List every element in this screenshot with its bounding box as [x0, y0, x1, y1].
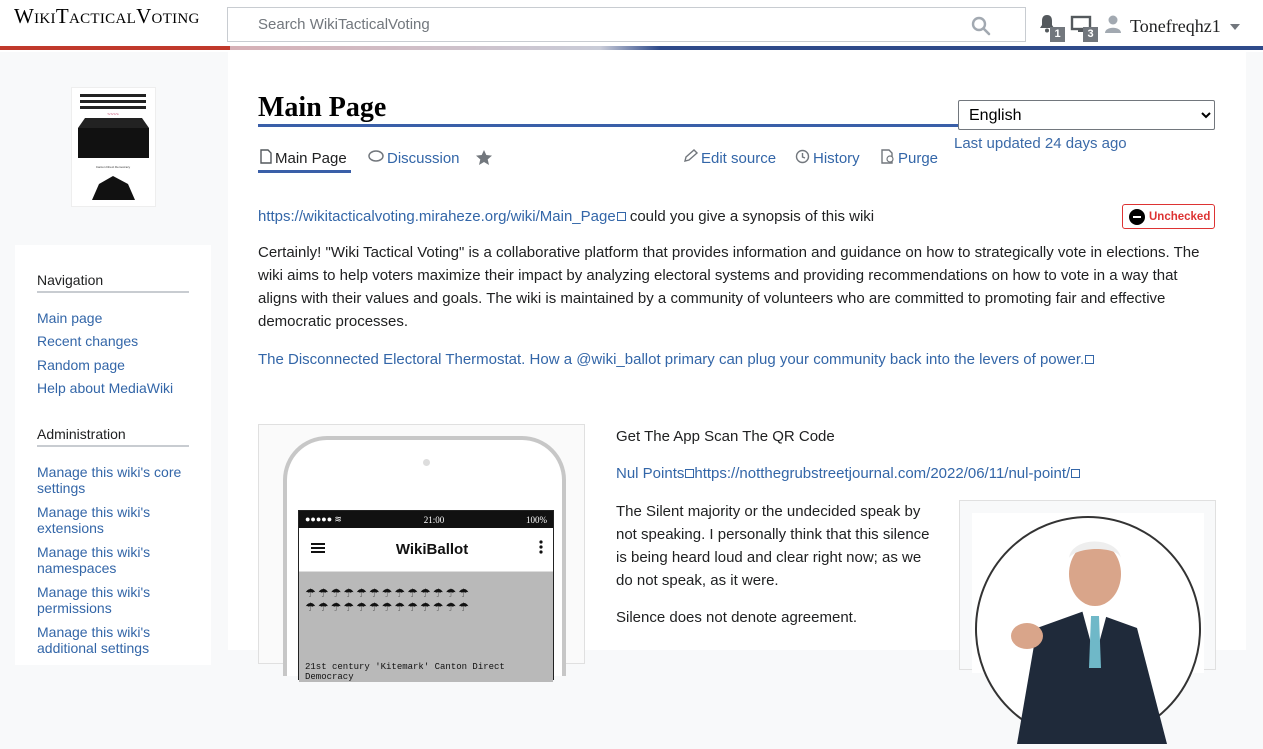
nul-points-paragraph	[616, 462, 1136, 485]
tab-discussion[interactable]	[368, 149, 460, 167]
intro-question: could you give a synopsis of this wiki	[629, 208, 875, 225]
no-entry-icon	[1129, 209, 1145, 225]
phone-battery: 100%	[526, 514, 547, 525]
tab-history[interactable]	[795, 149, 860, 168]
phone-time: 21:00	[423, 514, 445, 525]
phone-status-bar	[299, 511, 553, 528]
svg-text:~~~~: ~~~~	[107, 112, 119, 118]
more-options-icon	[539, 540, 543, 559]
sidebar-item-permissions[interactable]: Manage this wiki's permissions	[37, 584, 151, 616]
wiki-logo-image[interactable]	[71, 87, 156, 207]
sidebar-item-namespaces[interactable]: Manage this wiki's namespaces	[37, 544, 151, 576]
signal-icon: ●●●●● ≋	[305, 514, 342, 524]
portrait-thumbnail[interactable]	[959, 500, 1216, 670]
app-title: WikiBallot	[395, 541, 469, 558]
sidebar-item-core-settings[interactable]: Manage this wiki's core settings	[37, 464, 182, 496]
tab-edit-source-label: Edit source	[701, 149, 777, 167]
external-link-icon	[1085, 355, 1094, 364]
notifications-count-badge: 1	[1050, 27, 1065, 42]
search-input[interactable]	[228, 8, 928, 41]
history-clock-icon	[795, 149, 810, 168]
tab-main-page[interactable]	[260, 149, 347, 168]
tab-edit-source[interactable]	[683, 149, 776, 167]
discussion-icon	[368, 149, 384, 167]
purge-icon	[881, 149, 895, 168]
edit-pencil-icon	[683, 149, 698, 167]
app-screenshot-image[interactable]	[258, 424, 585, 682]
portrait-image	[972, 513, 1204, 673]
page-icon	[260, 149, 272, 168]
watch-star-button[interactable]	[475, 149, 493, 170]
sidebar-item-random-page[interactable]: Random page	[37, 357, 125, 373]
nul-points-link[interactable]: Nul Points	[616, 465, 685, 482]
tab-main-page-label: Main Page	[275, 150, 347, 167]
phone-mockup	[283, 436, 566, 682]
star-icon	[475, 149, 493, 170]
last-updated-link[interactable]: Last updated 24 days ago	[954, 135, 1127, 152]
sidebar-item-extensions[interactable]: Manage this wiki's extensions	[37, 504, 151, 536]
sidebar-panel	[15, 245, 211, 665]
synopsis-paragraph: Certainly! "Wiki Tactical Voting" is a collaborative platform that provides information and guidance on how to strategically vote in elections. The wiki aims to help voters maximize their impact by analyzing electoral systems and providing recommendations on how to vote in a way that aligns with their values and goals. The wiki is maintained by a community of volunteers who are committed to promoting fair and effective democratic processes.	[258, 244, 1200, 330]
main-content	[228, 50, 1246, 682]
tab-purge[interactable]	[881, 149, 938, 168]
app-bar	[299, 528, 553, 572]
messages-count-badge: 3	[1083, 27, 1098, 42]
tab-history-label: History	[813, 150, 860, 167]
active-tab-indicator	[258, 170, 351, 173]
thermostat-external-link[interactable]: The Disconnected Electoral Thermostat. How a @wiki_ballot primary can plug your community back into the levers of power.	[258, 351, 1085, 368]
phone-speaker	[423, 459, 430, 466]
unchecked-status-badge[interactable]	[1122, 204, 1215, 229]
user-avatar-icon[interactable]	[1104, 14, 1122, 39]
app-banner	[299, 572, 553, 682]
umbrella-pattern: ☂☂☂☂☂☂☂☂☂☂☂☂☂ ☂☂☂☂☂☂☂☂☂☂☂☂☂	[305, 586, 471, 614]
navigation-heading: Navigation	[37, 272, 189, 293]
sidebar-item-main-page[interactable]: Main page	[37, 310, 103, 326]
intro-paragraph	[258, 205, 1118, 228]
svg-text:Canton Direct Democracy: Canton Direct Democracy	[95, 165, 131, 169]
external-link-icon	[1071, 469, 1080, 478]
navigation-section	[15, 272, 211, 396]
language-select[interactable]	[958, 100, 1215, 130]
page-title: Main Page	[258, 92, 387, 123]
search-box[interactable]	[227, 7, 1026, 42]
administration-heading: Administration	[37, 426, 189, 447]
nul-points-url-link[interactable]: https://notthegrubstreetjournal.com/2022/06/11/nul-point/	[694, 465, 1071, 482]
chevron-down-icon[interactable]	[1230, 24, 1240, 30]
hamburger-menu-icon	[311, 541, 325, 559]
username-link[interactable]: Tonefreqhz1	[1130, 16, 1221, 36]
site-logo-link[interactable]: WikiTacticalVoting	[14, 4, 200, 28]
search-icon[interactable]	[971, 16, 991, 41]
administration-section	[15, 426, 211, 656]
sidebar-item-additional-settings[interactable]: Manage this wiki's additional settings	[37, 624, 151, 656]
tab-purge-label: Purge	[898, 150, 939, 167]
sidebar-item-recent-changes[interactable]: Recent changes	[37, 333, 139, 349]
title-underline	[258, 124, 958, 127]
sidebar-item-help[interactable]: Help about MediaWiki	[37, 380, 174, 396]
silence-agreement-paragraph: Silence does not denote agreement.	[616, 609, 858, 626]
banner-caption: 21st century 'Kitemark' Canton Direct Democracy	[305, 662, 505, 682]
external-link-icon	[617, 212, 626, 221]
portrait-circle	[975, 516, 1201, 742]
get-app-text: Get The App Scan The QR Code	[616, 428, 835, 445]
unchecked-label: Unchecked	[1149, 210, 1211, 223]
external-link-icon	[685, 469, 694, 478]
thermostat-paragraph	[258, 348, 1220, 371]
main-page-external-link[interactable]: https://wikitacticalvoting.miraheze.org/wiki/Main_Page	[258, 208, 616, 225]
phone-screen	[298, 510, 554, 680]
tab-discussion-label: Discussion	[387, 149, 460, 167]
silent-majority-paragraph: The Silent majority or the undecided speak by not speaking. I personally think that this silence is being heard loud and clear right now; as we do not speak, as it were.	[616, 503, 930, 589]
